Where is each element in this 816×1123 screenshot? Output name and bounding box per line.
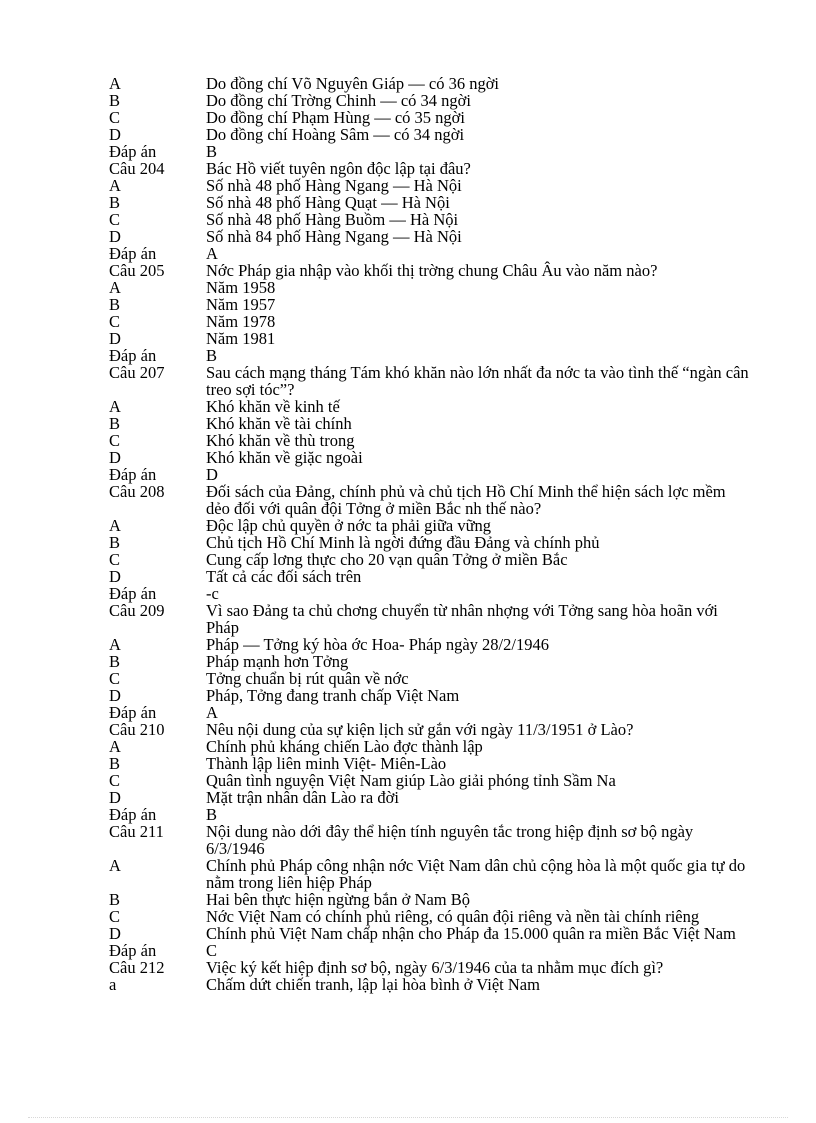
question-row	[109, 109, 749, 126]
question-row	[109, 143, 749, 160]
question-row	[109, 653, 749, 670]
row-text: Số nhà 48 phố Hàng Quạt — Hà Nội	[206, 193, 450, 212]
row-label: A	[109, 176, 121, 195]
question-row	[109, 432, 749, 449]
row-text: Do đồng chí Hoàng Sâm — có 34 ngời	[206, 125, 465, 144]
row-label: D	[109, 448, 121, 467]
row-label: C	[109, 210, 121, 229]
row-text: Hai bên thực hiện ngừng bắn ở Nam Bộ	[206, 890, 470, 909]
question-row	[109, 347, 749, 364]
row-label: B	[109, 533, 121, 552]
row-label: A	[109, 516, 121, 535]
question-row	[109, 177, 749, 194]
row-text: B	[206, 346, 218, 365]
row-text: Chính phủ kháng chiến Lào đợc thành lập	[206, 737, 483, 756]
question-row	[109, 245, 749, 262]
row-text: Pháp mạnh hơn Tởng	[206, 652, 349, 671]
row-text: Chủ tịch Hồ Chí Minh là ngời đứng đầu Đảng và chính phủ	[206, 533, 600, 552]
row-label: D	[109, 125, 121, 144]
row-label: Đáp án	[109, 244, 157, 263]
question-row	[109, 279, 749, 296]
row-label: C	[109, 550, 121, 569]
question-row	[109, 976, 749, 993]
row-text: Độc lập chủ quyền ở nớc ta phải giữa vững	[206, 516, 492, 535]
row-text: Chính phủ Việt Nam chấp nhận cho Pháp đa 15.000 quân ra miền Bắc Việt Nam	[206, 924, 736, 943]
question-row	[109, 585, 749, 602]
row-label: Câu 210	[109, 720, 165, 739]
question-row	[109, 364, 749, 398]
row-text: Đối sách của Đảng, chính phủ và chủ tịch Hồ Chí Minh thể hiện sách lợc mềm dẻo đối với quân đội Tởng ở miền Bắc nh thế nào?	[206, 482, 726, 518]
row-text: Cung cấp lơng thực cho 20 vạn quân Tởng ở miền Bắc	[206, 550, 568, 569]
row-label: Câu 204	[109, 159, 165, 178]
row-text: Số nhà 48 phố Hàng Ngang — Hà Nội	[206, 176, 462, 195]
row-label: D	[109, 329, 121, 348]
question-row	[109, 330, 749, 347]
question-row	[109, 704, 749, 721]
row-label: B	[109, 890, 121, 909]
row-text: Khó khăn về tài chính	[206, 414, 352, 433]
row-text: Năm 1978	[206, 312, 276, 331]
row-label: D	[109, 788, 121, 807]
row-label: B	[109, 295, 121, 314]
row-text: Số nhà 48 phố Hàng Buồm — Hà Nội	[206, 210, 459, 229]
question-row	[109, 75, 749, 92]
row-text: Chấm dứt chiến tranh, lập lại hòa bình ở Việt Nam	[206, 975, 540, 994]
row-text: Chính phủ Pháp công nhận nớc Việt Nam dân chủ cộng hòa là một quốc gia tự do nằm trong liên hiệp Pháp	[206, 856, 746, 892]
row-text: D	[206, 465, 218, 484]
row-label: A	[109, 278, 121, 297]
row-text: -c	[206, 584, 219, 603]
question-row	[109, 602, 749, 636]
row-text: Quân tình nguyện Việt Nam giúp Lào giải phóng tỉnh Sầm Na	[206, 771, 616, 790]
question-row	[109, 738, 749, 755]
question-row	[109, 160, 749, 177]
question-row	[109, 806, 749, 823]
row-label: Câu 205	[109, 261, 165, 280]
question-row	[109, 925, 749, 942]
question-row	[109, 415, 749, 432]
question-row	[109, 228, 749, 245]
question-row	[109, 551, 749, 568]
row-label: B	[109, 414, 121, 433]
row-text: B	[206, 142, 218, 161]
question-row	[109, 517, 749, 534]
row-text: C	[206, 941, 218, 960]
question-row	[109, 636, 749, 653]
row-label: D	[109, 567, 121, 586]
row-label: D	[109, 924, 121, 943]
row-text: Năm 1958	[206, 278, 276, 297]
question-row	[109, 211, 749, 228]
row-label: C	[109, 431, 121, 450]
row-label: A	[109, 635, 121, 654]
row-label: Đáp án	[109, 346, 157, 365]
row-label: Đáp án	[109, 805, 157, 824]
row-text: Tất cả các đối sách trên	[206, 567, 362, 586]
question-row	[109, 483, 749, 517]
row-text: Do đồng chí Võ Nguyên Giáp — có 36 ngời	[206, 74, 500, 93]
row-text: Bác Hồ viết tuyên ngôn độc lập tại đâu?	[206, 159, 471, 178]
question-row	[109, 891, 749, 908]
row-label: Đáp án	[109, 703, 157, 722]
row-text: Nội dung nào dới đây thể hiện tính nguyên tắc trong hiệp định sơ bộ ngày 6/3/1946	[206, 822, 694, 858]
question-row	[109, 670, 749, 687]
row-text: A	[206, 703, 218, 722]
row-text: Nớc Việt Nam có chính phủ riêng, có quân đội riêng và nền tài chính riêng	[206, 907, 700, 926]
question-row	[109, 959, 749, 976]
row-text: B	[206, 805, 218, 824]
question-row	[109, 262, 749, 279]
row-text: Việc ký kết hiệp định sơ bộ, ngày 6/3/1946 của ta nhằm mục đích gì?	[206, 958, 664, 977]
row-label: B	[109, 754, 121, 773]
question-row	[109, 449, 749, 466]
row-label: Câu 212	[109, 958, 165, 977]
question-row	[109, 313, 749, 330]
question-row	[109, 92, 749, 109]
row-label: Đáp án	[109, 142, 157, 161]
row-text: Nêu nội dung của sự kiện lịch sử gắn với ngày 11/3/1951 ở Lào?	[206, 720, 634, 739]
question-row	[109, 755, 749, 772]
question-row	[109, 687, 749, 704]
row-label: B	[109, 652, 121, 671]
row-label: C	[109, 669, 121, 688]
question-row	[109, 126, 749, 143]
row-text: Năm 1981	[206, 329, 276, 348]
row-label: B	[109, 91, 121, 110]
question-row	[109, 857, 749, 891]
row-label: C	[109, 312, 121, 331]
question-row	[109, 534, 749, 551]
row-text: Số nhà 84 phố Hàng Ngang — Hà Nội	[206, 227, 462, 246]
page-bottom-divider	[28, 1117, 788, 1118]
question-row	[109, 568, 749, 585]
question-row	[109, 398, 749, 415]
question-row	[109, 194, 749, 211]
row-text: Pháp — Tởng ký hòa ớc Hoa- Pháp ngày 28/2/1946	[206, 635, 549, 654]
row-label: A	[109, 737, 121, 756]
question-row	[109, 942, 749, 959]
row-text: A	[206, 244, 218, 263]
row-label: C	[109, 771, 121, 790]
row-label: Đáp án	[109, 465, 157, 484]
row-label: a	[109, 975, 117, 994]
row-label: Đáp án	[109, 941, 157, 960]
row-text: Pháp, Tởng đang tranh chấp Việt Nam	[206, 686, 460, 705]
row-label: Đáp án	[109, 584, 157, 603]
row-label: D	[109, 227, 121, 246]
question-row	[109, 823, 749, 857]
row-text: Tởng chuẩn bị rút quân về nớc	[206, 669, 409, 688]
row-text: Mặt trận nhân dân Lào ra đời	[206, 788, 399, 807]
row-label: D	[109, 686, 121, 705]
row-label: C	[109, 108, 121, 127]
question-row	[109, 721, 749, 738]
row-label: Câu 209	[109, 601, 165, 620]
question-row	[109, 296, 749, 313]
question-row	[109, 772, 749, 789]
question-row	[109, 908, 749, 925]
row-text: Khó khăn về giặc ngoài	[206, 448, 363, 467]
row-text: Khó khăn về thù trong	[206, 431, 355, 450]
row-text: Thành lập liên minh Việt- Miên-Lào	[206, 754, 447, 773]
row-label: Câu 211	[109, 822, 164, 841]
row-text: Do đồng chí Phạm Hùng — có 35 ngời	[206, 108, 465, 127]
row-label: C	[109, 907, 121, 926]
row-text: Sau cách mạng tháng Tám khó khăn nào lớn nhất đa nớc ta vào tình thế “ngàn cân treo sợi tóc”?	[206, 363, 749, 399]
question-row	[109, 466, 749, 483]
row-text: Khó khăn về kinh tế	[206, 397, 340, 416]
row-text: Vì sao Đảng ta chủ chơng chuyển từ nhân nhợng với Tởng sang hòa hoãn với Pháp	[206, 601, 718, 637]
row-label: B	[109, 193, 121, 212]
row-label: A	[109, 856, 121, 875]
document-body	[109, 75, 749, 993]
row-text: Nớc Pháp gia nhập vào khối thị trờng chung Châu Âu vào năm nào?	[206, 261, 658, 280]
row-text: Năm 1957	[206, 295, 276, 314]
row-label: Câu 208	[109, 482, 165, 501]
row-label: A	[109, 74, 121, 93]
row-label: A	[109, 397, 121, 416]
row-text: Do đồng chí Trờng Chinh — có 34 ngời	[206, 91, 471, 110]
row-label: Câu 207	[109, 363, 165, 382]
question-row	[109, 789, 749, 806]
